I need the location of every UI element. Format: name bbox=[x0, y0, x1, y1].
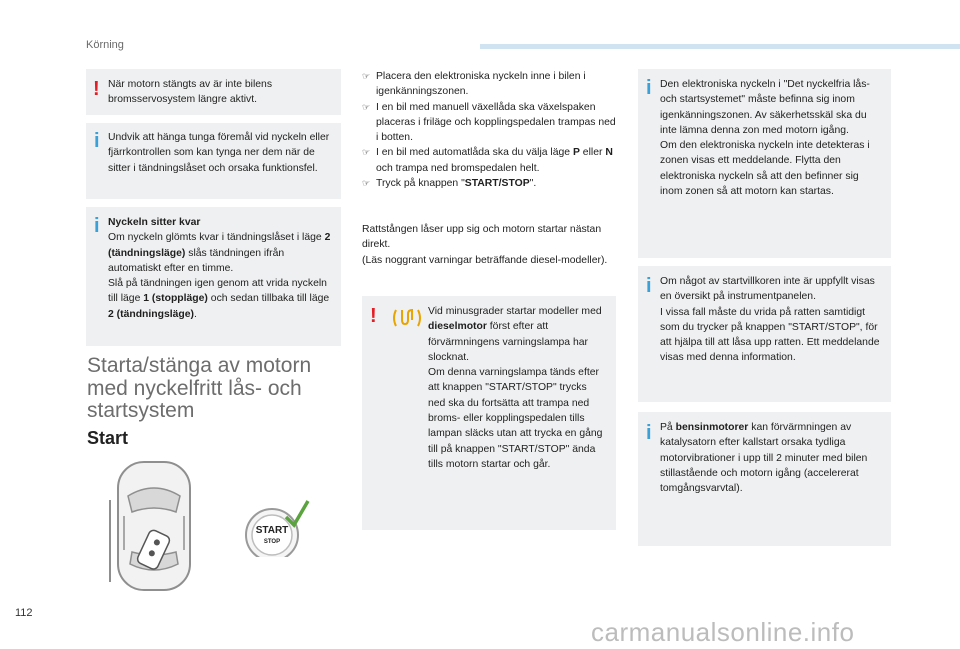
warning-box bbox=[86, 69, 341, 115]
info-icon: i bbox=[646, 422, 652, 444]
key-box-para-2: Slå på tändningen igen genom att vrida nyckeln till läge 1 (stoppläge) och sedan tillbaka till läge 2 (tändningsläge). bbox=[108, 278, 330, 320]
arrow-bullet-icon: ☞ bbox=[362, 178, 371, 189]
button-label-stop: STOP bbox=[263, 539, 281, 545]
warning-text: När motorn stängts av är inte bilens bromsservosystem längre aktivt. bbox=[108, 79, 273, 106]
watermark: carmanualsonline.info bbox=[591, 617, 855, 647]
info-box-petrol: i På bensinmotorer kan förvärmningen av katalysatorn efter kallstart orsaka tydliga motorvibrationer i upp till 2 minuter med bilen stillastående och motorn igång (accelererat tomgångsvarvtal). bbox=[638, 412, 891, 546]
section-heading: Starta/stänga av motorn med nyckelfritt lås- och startsystem bbox=[87, 354, 312, 422]
section-label: Körning bbox=[86, 39, 124, 51]
list-item: ☞ Placera den elektroniska nyckeln inne i bilen i igenkänningszonen. bbox=[362, 69, 617, 100]
arrow-bullet-icon: ☞ bbox=[362, 71, 371, 81]
info-box bbox=[86, 123, 341, 199]
info-icon: i bbox=[646, 77, 652, 99]
page-number: 112 bbox=[15, 607, 33, 619]
info-icon: i bbox=[646, 275, 652, 297]
start-note: Rattstången låser upp sig och motorn startar nästan direkt. (Läs noggrant varningar beträffande diesel-modeller). bbox=[362, 224, 608, 266]
list-item: ☞ I en bil med manuell växellåda ska växelspaken placeras i friläge och kopplingspedalen trampas ned i botten. bbox=[362, 100, 617, 146]
info-icon: i bbox=[94, 215, 100, 237]
start-stop-button-illustration bbox=[230, 497, 310, 557]
start-instructions bbox=[362, 69, 617, 191]
key-box-para-1: Om nyckeln glömts kvar i tändningslåset i läge 2 (tändningsläge) slås tändningen ifrån automatiskt efter en timme. bbox=[108, 232, 331, 274]
car-key-illustration bbox=[104, 456, 214, 596]
key-box-title: Nyckeln sitter kvar bbox=[108, 217, 201, 228]
warning-icon: ! bbox=[370, 305, 377, 327]
glow-plug-icon bbox=[392, 308, 422, 328]
list-item: ☞ Tryck på knappen "START/STOP". bbox=[362, 176, 617, 191]
warning-icon: ! bbox=[93, 78, 100, 100]
diesel-warning-box: ! Vid minusgrader startar modeller med dieselmotor först efter att förvärmningens varningslampa har slocknat. Om denna varningslampa tänds efter att knappen "START/STOP" trycks ned ska du fortsätta att trampa ned broms- eller kopplingspedalen tills lampan släcks utan att trycka en gång till på knappen "START/STOP" ända tills motorn startar och går. bbox=[362, 296, 616, 530]
subheading-start: Start bbox=[87, 428, 129, 448]
info-box-start-conditions: i Om något av startvillkoren inte är uppfyllt visas en översikt på instrumentpanelen. I vissa fall måste du vrida på ratten samtidigt som du trycker på knappen "START/STOP", för att hjälpa till att låsa upp ratten. Ett meddelande visas med denna information. bbox=[638, 266, 891, 402]
arrow-bullet-icon: ☞ bbox=[362, 101, 371, 112]
arrow-bullet-icon: ☞ bbox=[362, 147, 371, 158]
list-item: ☞ I en bil med automatlåda ska du välja läge P eller N och trampa ned bromspedalen helt. bbox=[362, 145, 617, 176]
checkmark-icon bbox=[286, 501, 308, 525]
key-info-box bbox=[86, 207, 341, 346]
header-bar bbox=[480, 44, 960, 49]
button-label-start: START bbox=[255, 525, 289, 536]
info-box-key-zone: i Den elektroniska nyckeln i "Det nyckelfria lås- och startsystemet" måste befinna sig inom igenkänningszonen. Av säkerhetsskäl ska du inte lämna denna zon med motorn igång. Om den elektroniska nyckeln inte detekteras i zonen visas ett meddelande. Flytta den elektroniska nyckeln så att den befinner sig inom zonen så att motorn kan startas. bbox=[638, 69, 891, 258]
info-icon: i bbox=[94, 130, 100, 152]
info-text: Undvik att hänga tunga föremål vid nyckeln eller fjärrkontrollen som kan tynga ner dem när de sitter i tändningslåset och orsaka funktionsfel. bbox=[108, 132, 330, 174]
